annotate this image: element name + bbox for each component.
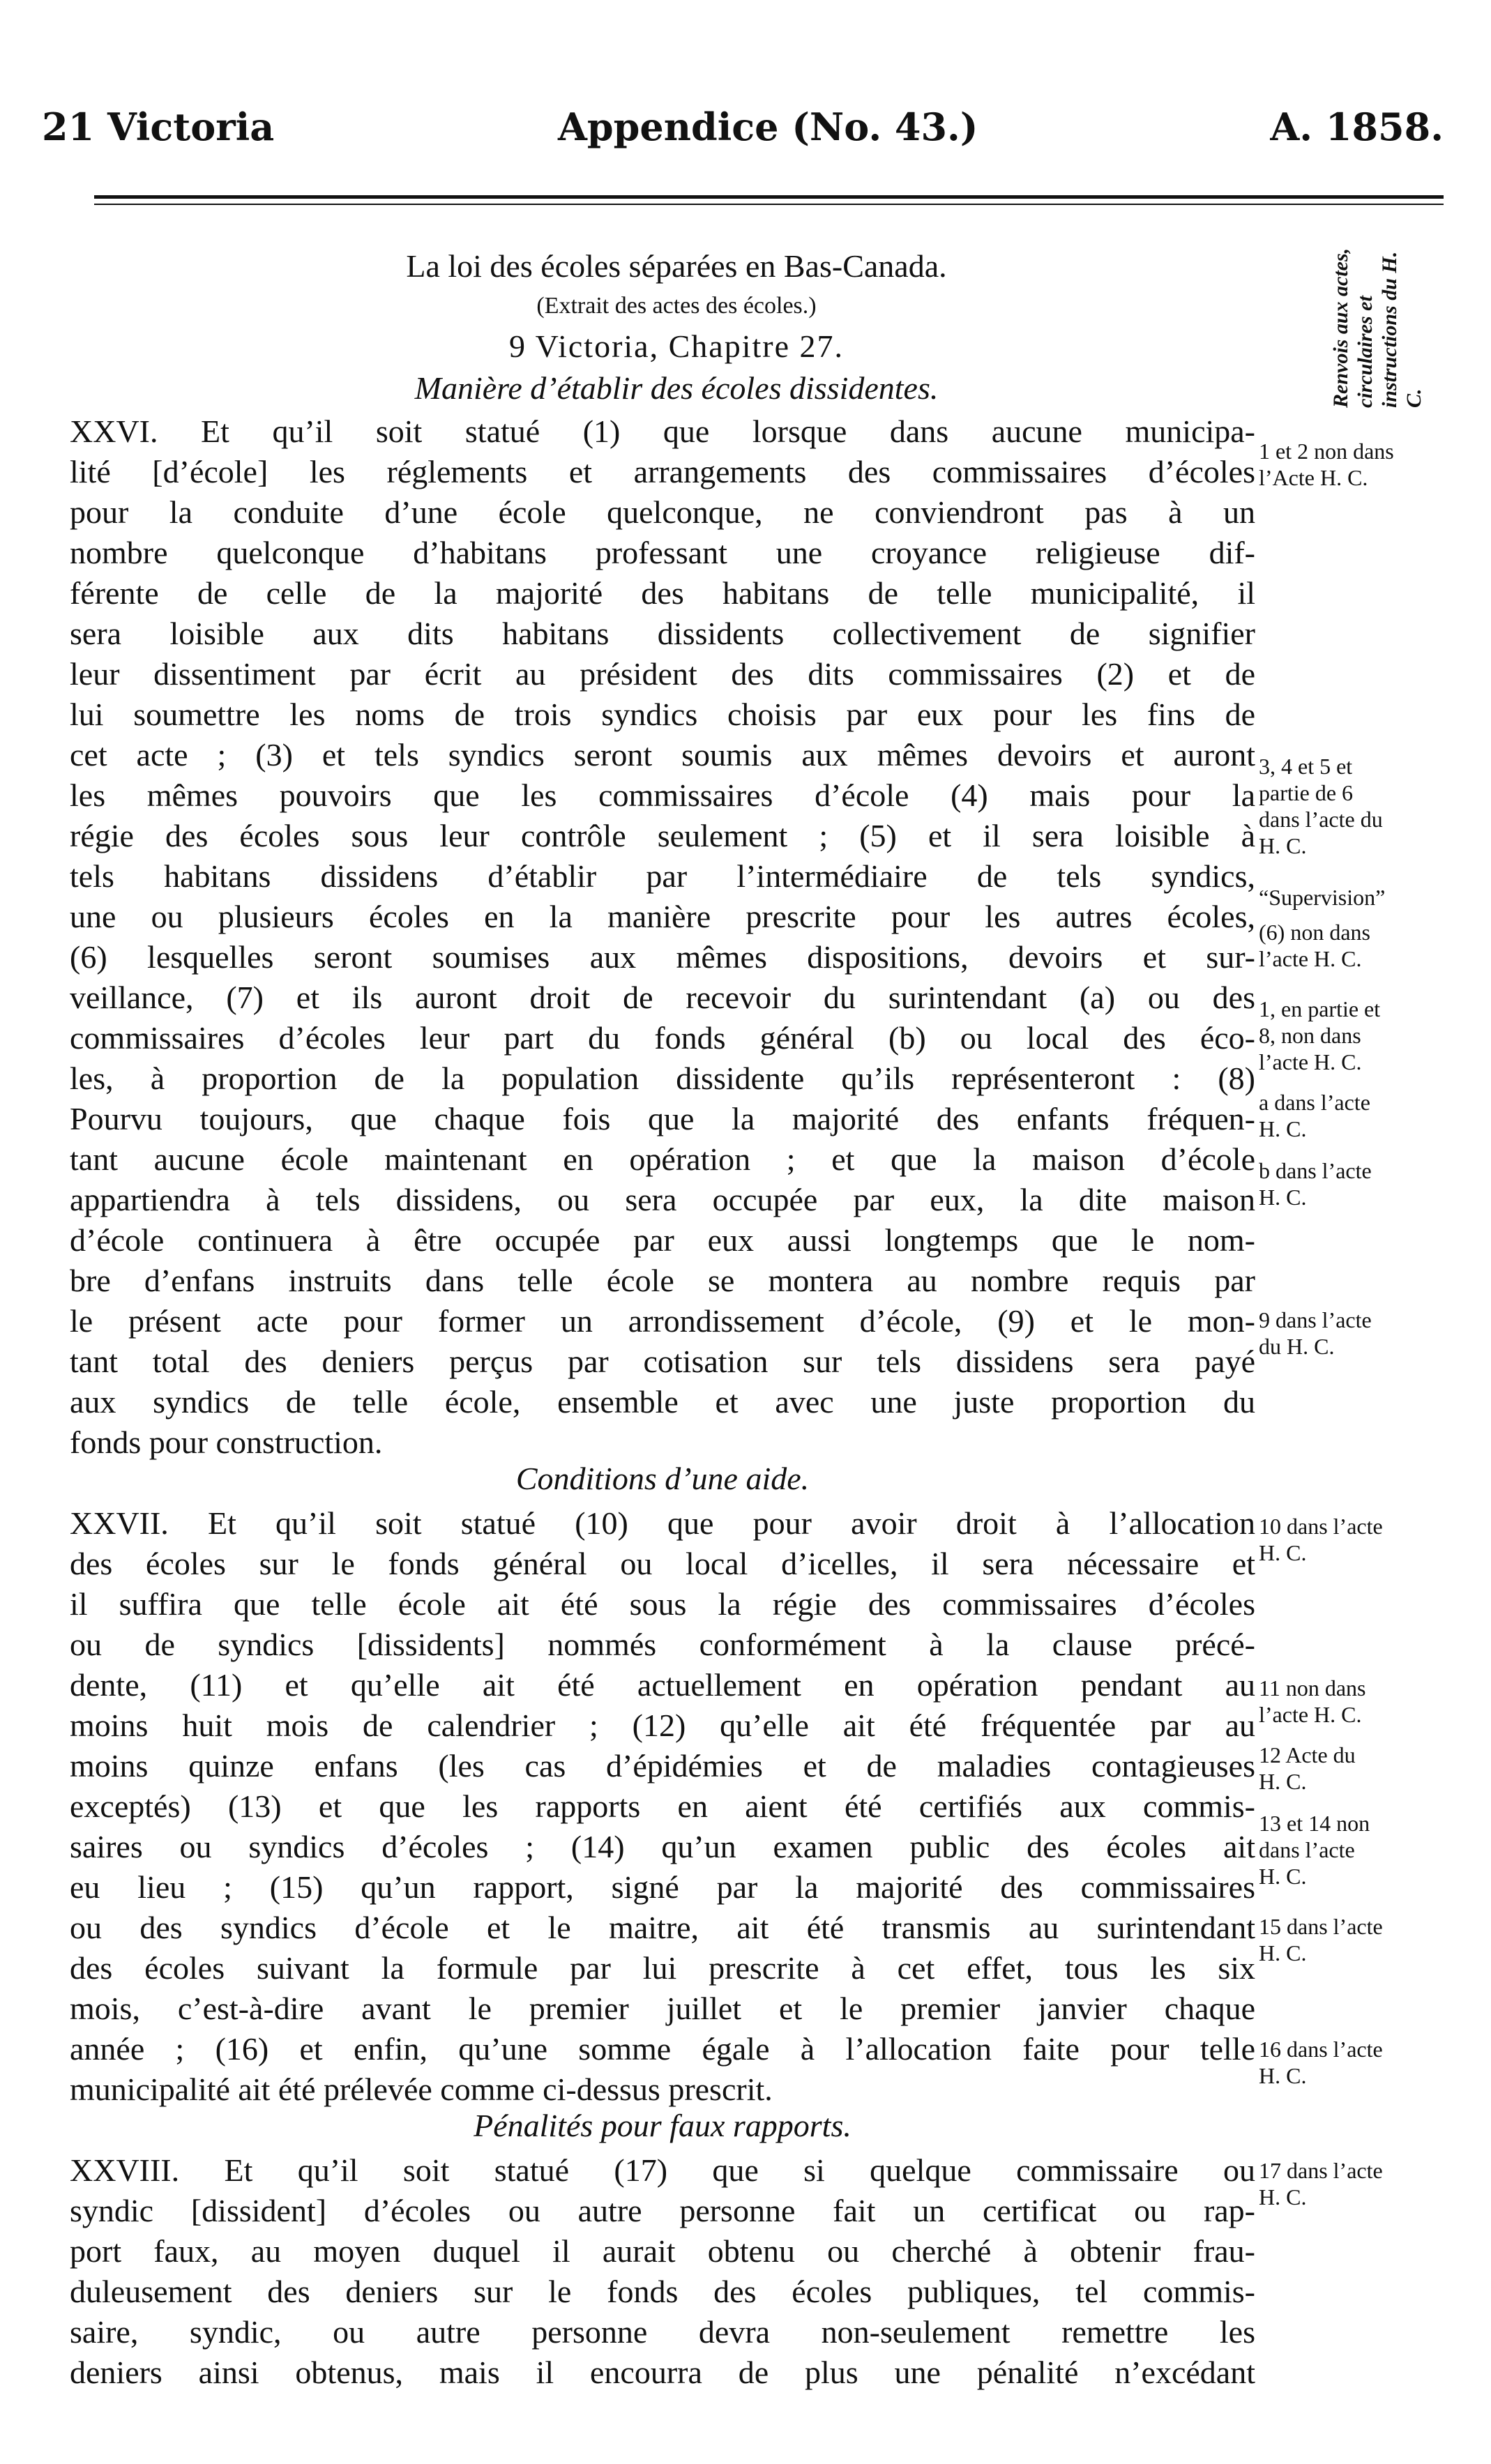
text-line: Pourvu toujours, que chaque fois que la majorité des enfants fréquen- xyxy=(70,1101,1255,1136)
running-header xyxy=(42,105,1444,153)
margin-note: 10 dans l’acte xyxy=(1259,1514,1383,1539)
text-line: le présent acte pour former un arrondissement d’école, (9) et le mon- xyxy=(70,1303,1255,1339)
margin-note: l’acte H. C. xyxy=(1259,1702,1362,1727)
margin-note: 12 Acte du xyxy=(1259,1742,1356,1767)
margin-note: l’acte H. C. xyxy=(1259,1049,1362,1074)
margin-note: b dans l’acte xyxy=(1259,1158,1372,1183)
text-line: les, à proportion de la population dissidente qu’ils représenteront : (8) xyxy=(70,1060,1255,1096)
text-line: deniers ainsi obtenus, mais il encourra de plus une pénalité n’excédant xyxy=(70,2355,1255,2390)
margin-note: partie de 6 xyxy=(1259,780,1354,805)
text-line: férente de celle de la majorité des habitans de telle municipalité, il xyxy=(70,575,1255,611)
text-line: d’école continuera à être occupée par eux aussi longtemps que le nom- xyxy=(70,1222,1255,1258)
text-line: saires ou syndics d’écoles ; (14) qu’un examen public des écoles ait xyxy=(70,1829,1255,1864)
margin-note: 16 dans l’acte xyxy=(1259,2037,1383,2062)
margin-note: 11 non dans xyxy=(1259,1675,1366,1701)
text-line: moins quinze enfans (les cas d’épidémies et de maladies contagieuses xyxy=(70,1748,1255,1784)
margin-note: dans l’acte du xyxy=(1259,807,1383,832)
margin-note: 3, 4 et 5 et xyxy=(1259,754,1353,779)
text-line: saire, syndic, ou autre personne devra non-seulement remettre les xyxy=(70,2314,1255,2350)
text-line: tant total des deniers perçus par cotisation sur tels dissidens sera payé xyxy=(70,1344,1255,1379)
header-rule-thick xyxy=(94,195,1444,199)
text-line: des écoles sur le fonds général ou local d’icelles, il sera nécessaire et xyxy=(70,1546,1255,1581)
margin-note: dans l’acte xyxy=(1259,1837,1355,1862)
text-line: lui soumettre les noms de trois syndics choisis par eux pour les fins de xyxy=(70,697,1255,732)
margin-note: 8, non dans xyxy=(1259,1023,1361,1048)
text-line: tels habitans dissidens d’établir par l’intermédiaire de tels syndics, xyxy=(70,858,1255,894)
margin-note: H. C. xyxy=(1259,1185,1307,1210)
text-line: veillance, (7) et ils auront droit de recevoir du surintendant (a) ou des xyxy=(70,980,1255,1015)
margin-note: H. C. xyxy=(1259,833,1307,858)
text-line: les mêmes pouvoirs que les commissaires d’école (4) mais pour la xyxy=(70,777,1255,813)
margin-note: H. C. xyxy=(1259,1769,1307,1794)
act-reference: 9 Victoria, Chapitre 27. xyxy=(508,328,844,364)
text-line: commissaires d’écoles leur part du fonds général (b) ou local des éco- xyxy=(70,1020,1255,1056)
text-line: duleusement des deniers sur le fonds des écoles publiques, tel commis- xyxy=(70,2274,1255,2309)
text-line: il suffira que telle école ait été sous la régie des commissaires d’écoles xyxy=(70,1586,1255,1622)
margin-note: H. C. xyxy=(1259,2063,1307,2088)
margin-note: H. C. xyxy=(1259,1116,1307,1141)
margin-note: a dans l’acte xyxy=(1259,1090,1370,1115)
extract-note: (Extrait des actes des écoles.) xyxy=(536,293,817,319)
text-line: port faux, au moyen duquel il aurait obtenu ou cherché à obtenir frau- xyxy=(70,2233,1255,2269)
margin-note: l’acte H. C. xyxy=(1259,946,1362,971)
sidebar-note: Renvois aux actes, circulaires et instructions du H. C. xyxy=(1329,248,1425,408)
text-line: syndic [dissident] d’écoles ou autre personne fait un certificat ou rap- xyxy=(70,2193,1255,2228)
text-line: cet acte ; (3) et tels syndics seront soumis aux mêmes devoirs et auront xyxy=(70,737,1255,773)
text-line: sera loisible aux dits habitans dissidents collectivement de signifier xyxy=(70,616,1255,651)
margin-note: 13 et 14 non xyxy=(1259,1811,1370,1836)
margin-note: 1 et 2 non dans xyxy=(1259,439,1394,464)
text-line: tant aucune école maintenant en opération ; et que la maison d’école xyxy=(70,1141,1255,1177)
header-left: 21 Victoria xyxy=(42,105,275,149)
text-line: mois, c’est-à-dire avant le premier juillet et le premier janvier chaque xyxy=(70,1991,1255,2026)
text-line: bre d’enfans instruits dans telle école se montera au nombre requis par xyxy=(70,1263,1255,1298)
text-line: XXVIII. Et qu’il soit statué (17) que si quelque commissaire ou xyxy=(70,2152,1255,2188)
text-line: XXVI. Et qu’il soit statué (1) que lorsque dans aucune municipa- xyxy=(70,413,1255,449)
margin-note: du H. C. xyxy=(1259,1334,1335,1359)
text-line: municipalité ait été prélevée comme ci-dessus prescrit. xyxy=(70,2071,773,2107)
text-line: eu lieu ; (15) qu’un rapport, signé par la majorité des commissaires xyxy=(70,1869,1255,1905)
text-line: pour la conduite d’une école quelconque, ne conviendront pas à un xyxy=(70,494,1255,530)
text-line: exceptés) (13) et que les rapports en aient été certifiés aux commis- xyxy=(70,1788,1255,1824)
section-heading: Conditions d’une aide. xyxy=(515,1461,810,1496)
text-line: régie des écoles sous leur contrôle seulement ; (5) et il sera loisible à xyxy=(70,818,1255,853)
margin-note: H. C. xyxy=(1259,1540,1307,1565)
text-line: ou des syndics d’école et le maitre, ait été transmis au surintendant xyxy=(70,1910,1255,1945)
margin-note: l’Acte H. C. xyxy=(1259,465,1368,490)
header-center: Appendice (No. 43.) xyxy=(558,105,978,149)
header-rule-thin xyxy=(94,204,1444,205)
margin-note: H. C. xyxy=(1259,2184,1307,2210)
text-line: leur dissentiment par écrit au président des dits commissaires (2) et de xyxy=(70,656,1255,692)
text-line: nombre quelconque d’habitans professant une croyance religieuse dif- xyxy=(70,535,1255,570)
text-line: lité [d’école] les réglements et arrangements des commissaires d’écoles xyxy=(70,454,1255,489)
section-subtitle: Manière d’établir des écoles dissidentes. xyxy=(414,370,939,406)
text-line: ou de syndics [dissidents] nommés conformément à la clause précé- xyxy=(70,1627,1255,1662)
text-line: (6) lesquelles seront soumises aux mêmes dispositions, devoirs et sur- xyxy=(70,939,1255,975)
margin-note: (6) non dans xyxy=(1259,920,1370,945)
document-title: La loi des écoles séparées en Bas-Canada. xyxy=(406,248,947,284)
margin-note: 15 dans l’acte xyxy=(1259,1914,1383,1939)
text-line: aux syndics de telle école, ensemble et avec une juste proportion du xyxy=(70,1384,1255,1420)
margin-note: 9 dans l’acte xyxy=(1259,1307,1372,1332)
margin-note: 17 dans l’acte xyxy=(1259,2158,1383,2183)
text-line: fonds pour construction. xyxy=(70,1424,383,1460)
text-line: moins huit mois de calendrier ; (12) qu’elle ait été fréquentée par au xyxy=(70,1708,1255,1743)
margin-note: 1, en partie et xyxy=(1259,996,1381,1021)
text-line: année ; (16) et enfin, qu’une somme égale à l’allocation faite pour telle xyxy=(70,2031,1255,2067)
margin-note: H. C. xyxy=(1259,1864,1307,1889)
header-right: A. 1858. xyxy=(1270,105,1444,149)
section-heading: Pénalités pour faux rapports. xyxy=(474,2108,852,2143)
text-line: une ou plusieurs écoles en la manière prescrite pour les autres écoles, xyxy=(70,899,1255,934)
margin-note: “Supervision” xyxy=(1259,885,1386,910)
text-line: XXVII. Et qu’il soit statué (10) que pour avoir droit à l’allocation xyxy=(70,1505,1255,1541)
text-line: dente, (11) et qu’elle ait été actuellement en opération pendant au xyxy=(70,1667,1255,1703)
text-line: des écoles suivant la formule par lui prescrite à cet effet, tous les six xyxy=(70,1950,1255,1986)
margin-note: H. C. xyxy=(1259,1940,1307,1965)
text-line: appartiendra à tels dissidens, ou sera occupée par eux, la dite maison xyxy=(70,1182,1255,1217)
